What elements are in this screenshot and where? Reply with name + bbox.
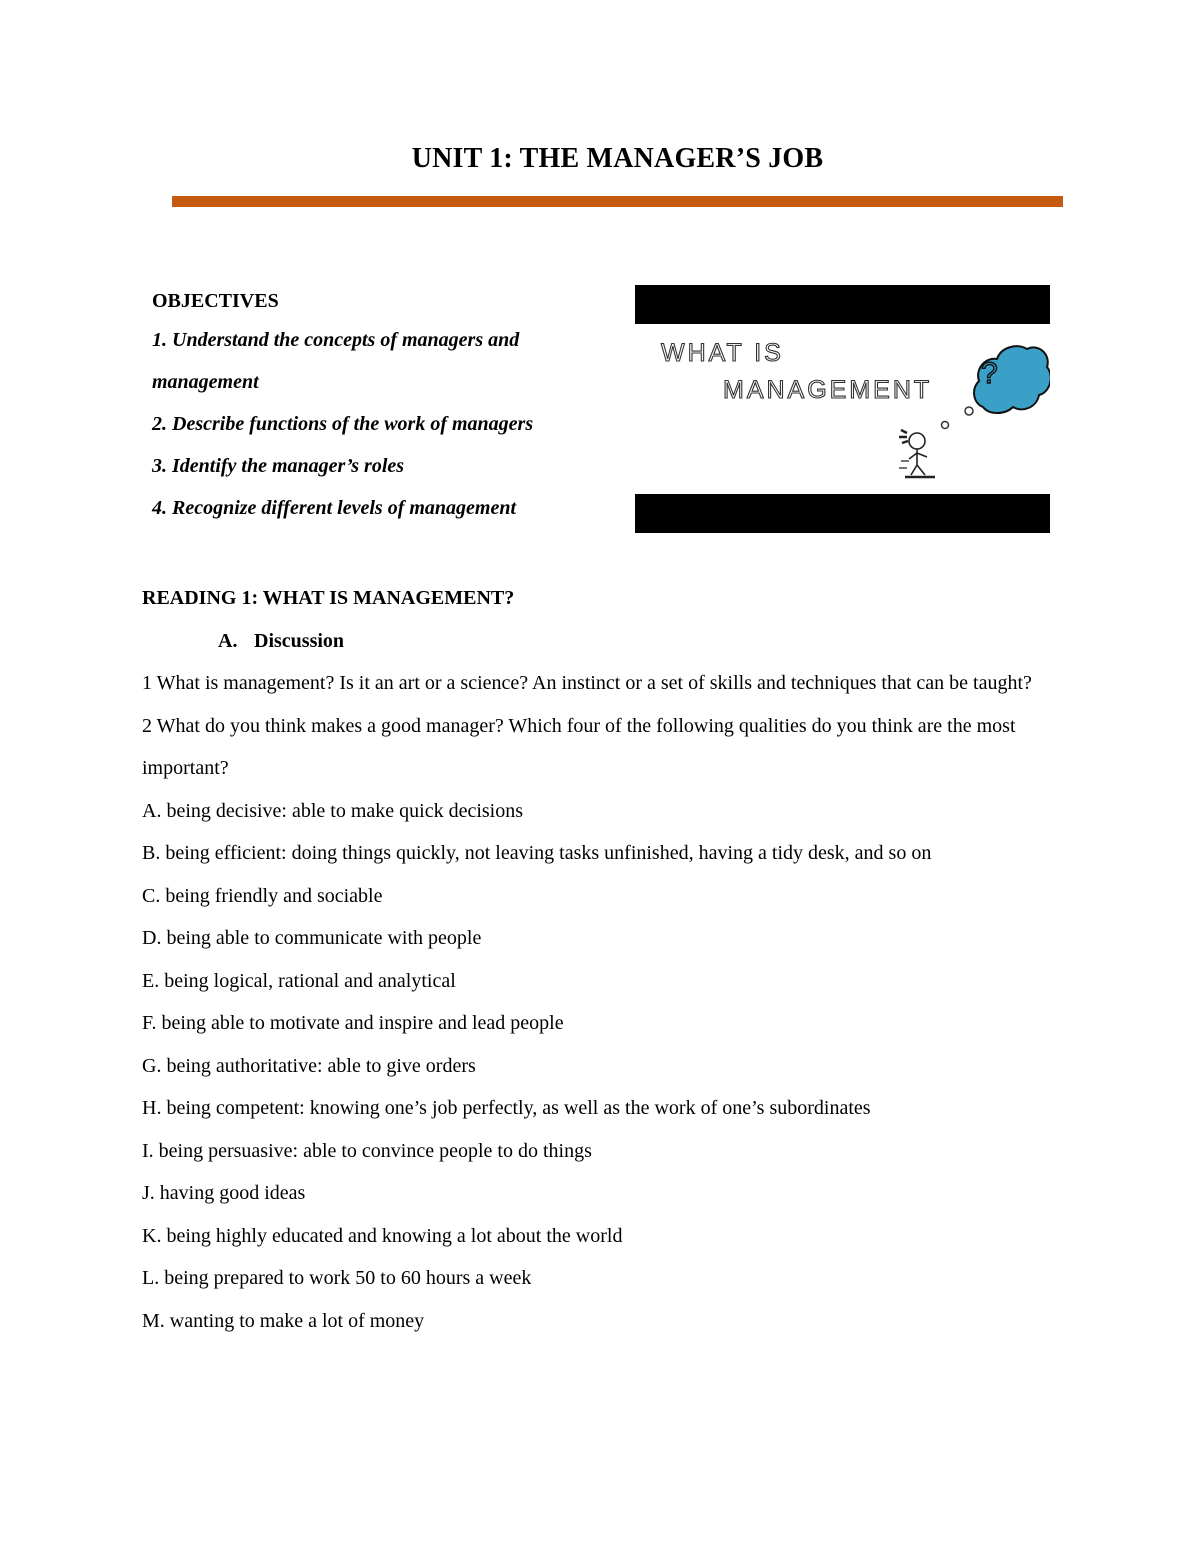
top-black-bar [635,285,1050,324]
objective-item: 4. Recognize different levels of management [152,497,517,519]
illustration-line1: WHAT IS [661,339,784,367]
bottom-black-bar [635,494,1050,533]
objective-item: 2. Describe functions of the work of managers [152,413,534,435]
quality-item: A. being decisive: able to make quick decisions [142,799,524,822]
question-mark: ? [981,357,998,390]
reading-heading: READING 1: WHAT IS MANAGEMENT? [142,587,515,609]
quality-item: E. being logical, rational and analytical [142,969,456,992]
illustration-line2: MANAGEMENT [723,376,933,404]
quality-item: J. having good ideas [142,1182,306,1204]
objectives-section [152,283,622,529]
objectives-heading: OBJECTIVES [152,290,279,312]
thought-bubble-dot [965,407,973,415]
quality-item: F. being able to motivate and inspire and lead people [142,1012,564,1034]
stick-figure-icon [899,430,935,477]
reading-section [142,577,1067,1342]
title-divider [172,196,1063,207]
objective-item: 3. Identify the manager’s roles [152,455,405,477]
discussion-question: 2 What do you think makes a good manager? Which four of the following qualities do you think are the most important? [142,714,1016,779]
objective-item: management [152,371,259,393]
what-is-management-illustration [635,285,1050,533]
quality-item: I. being persuasive: able to convince people to do things [142,1139,592,1162]
quality-item: D. being able to communicate with people [142,927,482,949]
quality-item: K. being highly educated and knowing a lot about the world [142,1224,623,1247]
discussion-heading [142,620,1067,663]
quality-item: L. being prepared to work 50 to 60 hours a week [142,1267,532,1289]
quality-item: H. being competent: knowing one’s job perfectly, as well as the work of one’s subordinates [142,1097,871,1119]
quality-item: G. being authoritative: able to give orders [142,1054,476,1077]
quality-item: C. being friendly and sociable [142,884,383,907]
section-label: A. [218,629,238,652]
discussion-question: 1 What is management? Is it an art or a science? An instinct or a set of skills and techniques that can be taught? [142,672,1032,694]
thought-bubble-dot [942,422,949,429]
quality-item: B. being efficient: doing things quickly, not leaving tasks unfinished, having a tidy desk, and so on [142,842,932,864]
section-title: Discussion [254,629,345,652]
quality-item: M. wanting to make a lot of money [142,1309,425,1332]
objective-item: 1. Understand the concepts of managers and [152,329,520,351]
unit-title: UNIT 1: THE MANAGER’S JOB [411,143,824,174]
